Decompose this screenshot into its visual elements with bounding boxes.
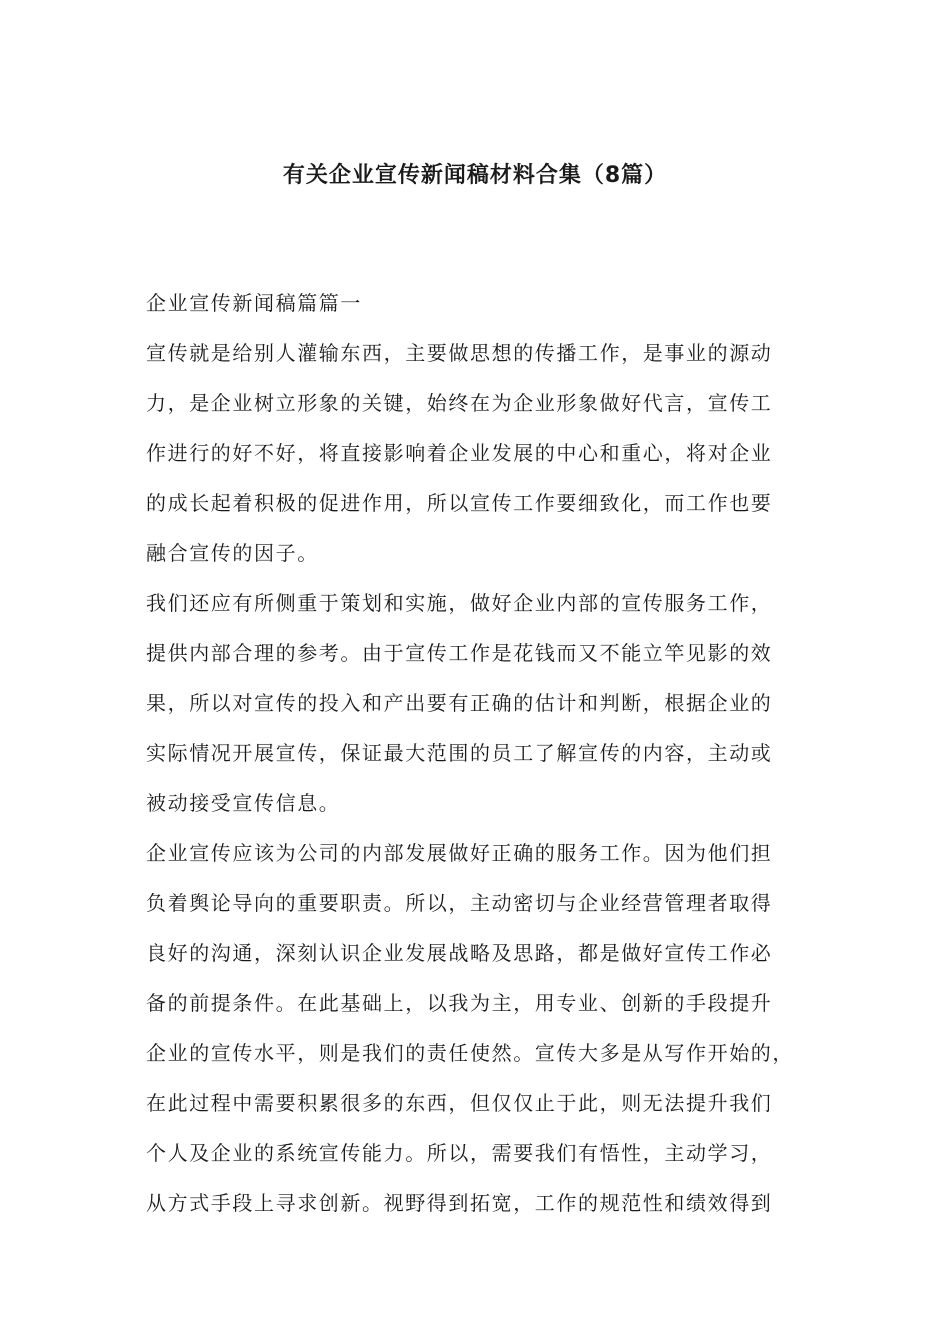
text-line: 从方式手段上寻求创新。视野得到拓宽，工作的规范性和绩效得到 [146, 1191, 773, 1215]
document-title: 有关企业宣传新闻稿材料合集（8篇） [282, 163, 668, 188]
text-line: 被动接受宣传信息。 [146, 791, 341, 815]
text-line: 力，是企业树立形象的关键，始终在为企业形象做好代言，宣传工 [146, 391, 773, 415]
text-line: 宣传就是给别人灌输东西，主要做思想的传播工作，是事业的源动 [146, 341, 773, 365]
text-line: 负着舆论导向的重要职责。所以，主动密切与企业经营管理者取得 [146, 891, 773, 915]
text-line: 企业的宣传水平，则是我们的责任使然。宣传大多是从写作开始的， [146, 1041, 794, 1065]
text-line: 实际情况开展宣传，保证最大范围的员工了解宣传的内容，主动或 [146, 741, 773, 765]
section-heading: 企业宣传新闻稿篇篇一 [146, 291, 362, 315]
text-line: 融合宣传的因子。 [146, 541, 319, 565]
text-line: 的成长起着积极的促进作用，所以宣传工作要细致化，而工作也要 [146, 491, 773, 515]
text-line: 个人及企业的系统宣传能力。所以，需要我们有悟性，主动学习， [146, 1141, 773, 1165]
text-line: 在此过程中需要积累很多的东西，但仅仅止于此，则无法提升我们 [146, 1091, 773, 1115]
text-line: 作进行的好不好，将直接影响着企业发展的中心和重心，将对企业 [146, 441, 773, 465]
text-line: 我们还应有所侧重于策划和实施，做好企业内部的宣传服务工作， [146, 591, 773, 615]
text-line: 果，所以对宣传的投入和产出要有正确的估计和判断，根据企业的 [146, 691, 773, 715]
text-line: 企业宣传应该为公司的内部发展做好正确的服务工作。因为他们担 [146, 841, 773, 865]
text-line: 良好的沟通，深刻认识企业发展战略及思路，都是做好宣传工作必 [146, 941, 773, 965]
text-line: 提供内部合理的参考。由于宣传工作是花钱而又不能立竿见影的效 [146, 641, 773, 665]
text-line: 备的前提条件。在此基础上，以我为主，用专业、创新的手段提升 [146, 991, 773, 1015]
document-body [146, 284, 826, 1234]
